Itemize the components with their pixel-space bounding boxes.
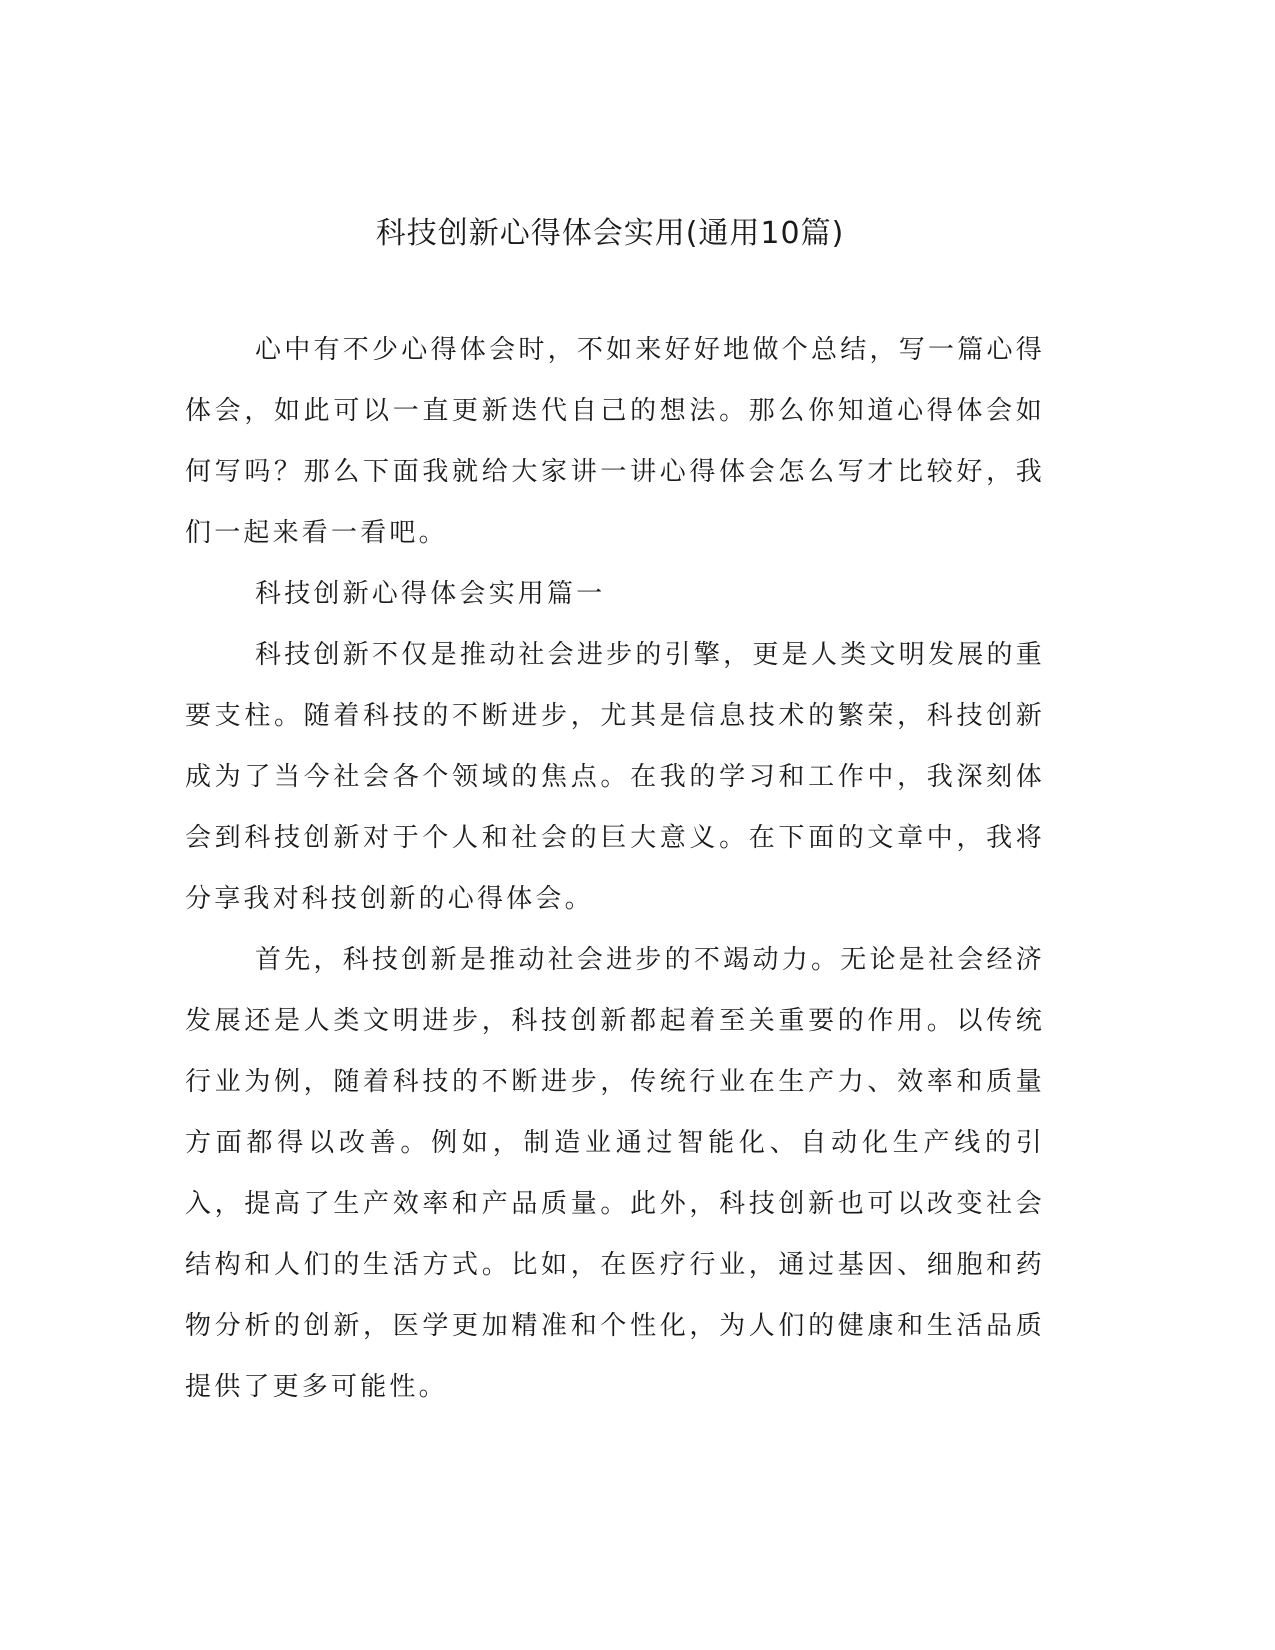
- section-heading: 科技创新心得体会实用篇一: [255, 579, 606, 609]
- document-title: 科技创新心得体会实用(通用10篇): [375, 216, 845, 251]
- body-paragraph: 首先，科技创新是推动社会进步的不竭动力。无论是社会经济发展还是人类文明进步，科技创新都起着至关重要的作用。以传统行业为例，随着科技的不断进步，传统行业在生产力、效率和质量方面都得以改善。例如，制造业通过智能化、自动化生产线的引入，提高了生产效率和产品质量。此外，科技创新也可以改变社会结构和人们的生活方式。比如，在医疗行业，通过基因、细胞和药物分析的创新，医学更加精准和个性化，为人们的健康和生活品质提供了更多可能性。: [185, 945, 1045, 1402]
- body-paragraph: 科技创新不仅是推动社会进步的引擎，更是人类文明发展的重要支柱。随着科技的不断进步，尤其是信息技术的繁荣，科技创新成为了当今社会各个领域的焦点。在我的学习和工作中，我深刻体会到科技创新对于个人和社会的巨大意义。在下面的文章中，我将分享我对科技创新的心得体会。: [185, 640, 1045, 914]
- document-body: [185, 320, 1045, 1418]
- intro-paragraph: 心中有不少心得体会时，不如来好好地做个总结，写一篇心得体会，如此可以一直更新迭代自己的想法。那么你知道心得体会如何写吗？那么下面我就给大家讲一讲心得体会怎么写才比较好，我们一起来看一看吧。: [185, 335, 1045, 548]
